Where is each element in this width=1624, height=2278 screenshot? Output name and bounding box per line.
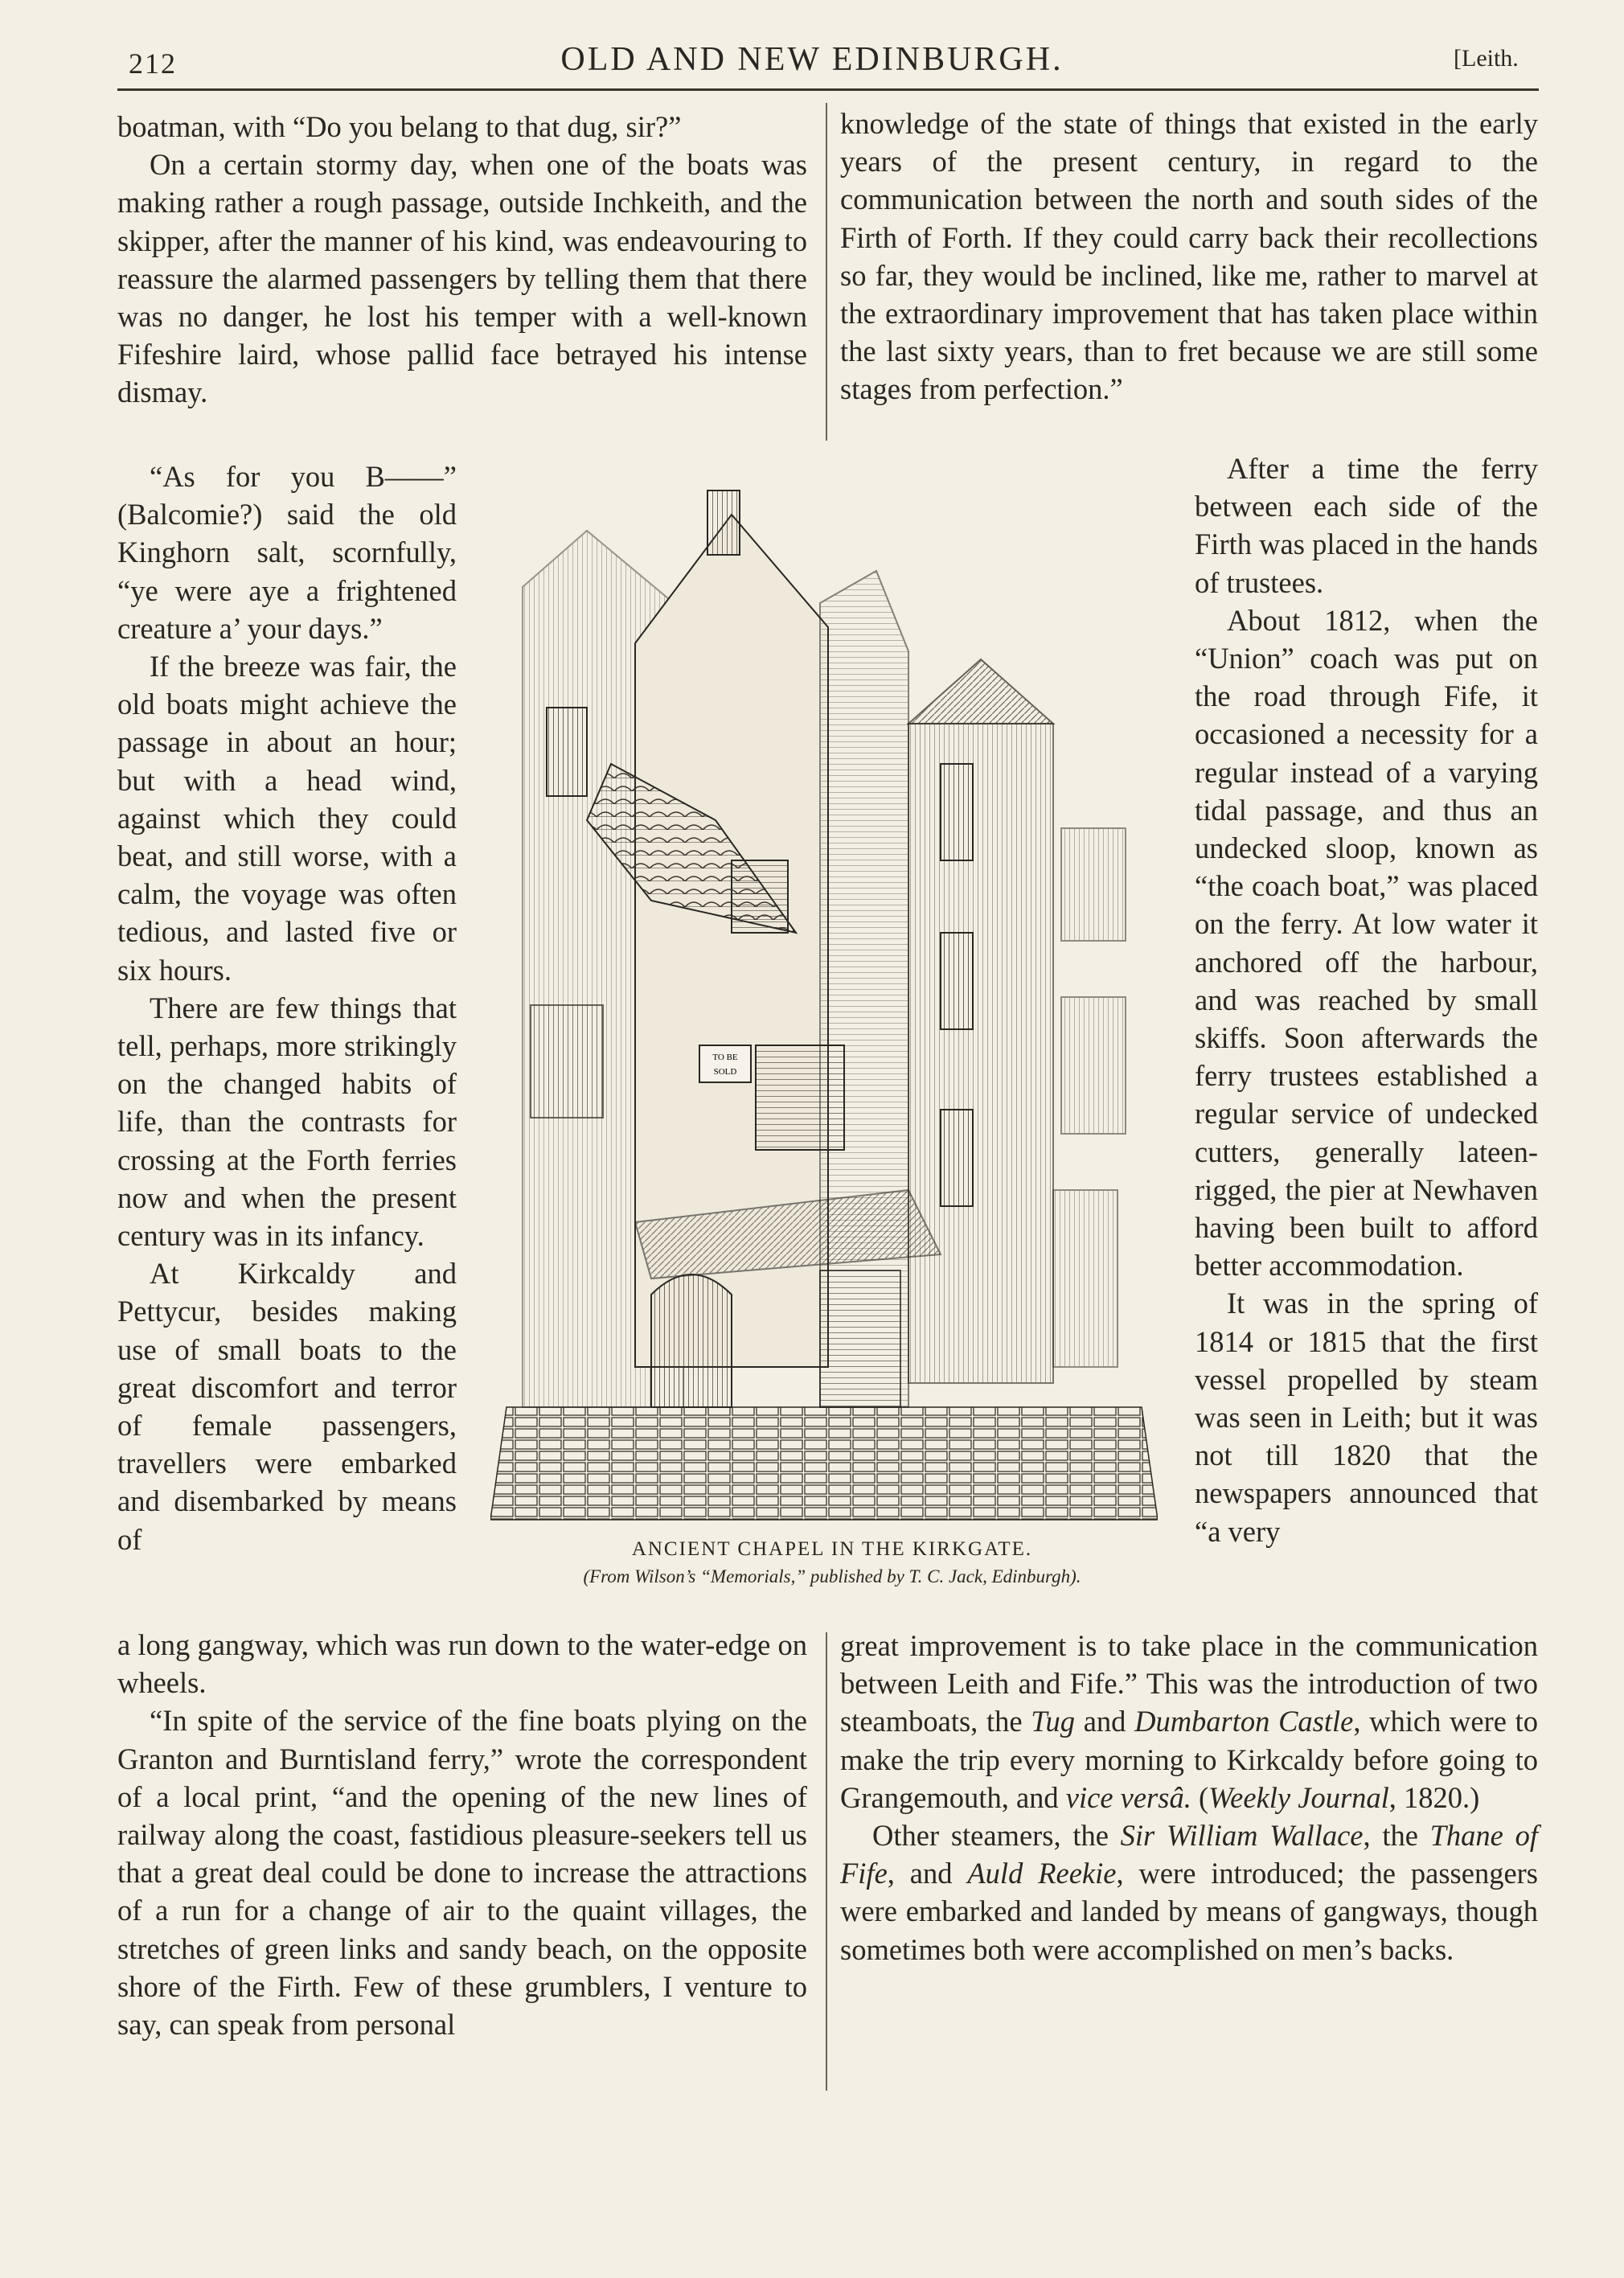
left-column-top [117,108,807,412]
left-column-bottom [117,1626,807,2043]
text-run: great improvement is to take place in the communication between Leith and Fife.” This was the introduction of two steamboats, the [840,1629,1538,1738]
right-column-top [840,105,1538,408]
ship-name: Sir William Wallace [1120,1819,1364,1853]
latin-phrase: vice versâ. [1065,1780,1191,1814]
text-run: , were introduced; the passengers were embarked and landed by means of gangways, though sometimes both were accomplished on men’s backs. [840,1857,1539,1966]
illustration-credit: (From Wilson’s “Memorials,” published by T. C. Jack, Edinburgh). [583,1566,1081,1586]
paragraph [840,1816,1538,1968]
sign-text-line1: TO BE [712,1053,738,1062]
paragraph: If the breeze was fair, the old boats might achieve the passage in about an hour; but with a head wind, against which they could beat, and still worse, with a calm, the voyage was often tedious, and lasted five or six hours. [117,650,457,987]
illustration-caption: ANCIENT CHAPEL IN THE KIRKGATE. [631,1538,1033,1560]
paragraph: “In spite of the service of the fine boats plying on the Granton and Burntisland ferry,” wrote the correspondent of a local print, “and the opening of the new lines of railway along the coast, fastidious pleasure-seekers tell us that a great deal could be done to increase the attractions of a run for a change of air to the quaint villages, the stretches of green links and sandy beach, on the opposite shore of the Firth. Few of these grumblers, I venture to say, can speak from personal [117,1704,807,2042]
chapel-building [490,490,1158,1520]
text-run: ( [1191,1780,1209,1814]
engraving-ancient-chapel [490,482,1158,1528]
ship-name: Thane of Fife [840,1819,1538,1890]
paragraph: On a certain stormy day, when one of the boats was making rather a rough passage, outside Inchkeith, and the skipper, after the manner of his kind, was endeavouring to reassure the alarmed passengers by telling them that there was no danger, he lost his temper with a well-known Fifeshire laird, whose pallid face betrayed his intense dismay. [117,148,807,409]
running-title: OLD AND NEW EDINBURGH. [560,41,1064,78]
ship-name: Dumbarton Castle [1134,1705,1354,1738]
page-number: 212 [129,47,177,80]
text-run: , the [1363,1819,1430,1853]
text-run: , and [887,1857,968,1890]
paragraph [840,1627,1538,1816]
right-column-bottom [840,1627,1538,1968]
paragraph: knowledge of the state of things that existed in the early years of the present century, in regard to the communication between the north and south sides of the Firth of Forth. If they could carry back their recollections so far, they would be inclined, like me, rather to marvel at the extraordinary improvement that has taken place within the last sixty years, than to fret because we are still some stages from perfection.” [840,107,1538,406]
paragraph: boatman, with “Do you belang to that dug, sir?” [117,110,682,143]
column-divider-bottom [826,1632,827,2091]
text-run: Other steamers, the [872,1819,1121,1853]
source-title: Weekly Journal [1208,1780,1389,1814]
section-label: [Leith. [1454,45,1519,72]
column-divider-top [826,103,827,441]
header-rule [117,88,1539,91]
paragraph: There are few things that tell, perhaps, more strikingly on the changed habits of life, than the contrasts for crossing at the Forth ferries now and when the present century was in its infancy. [117,991,457,1253]
sign-text-line2: SOLD [713,1067,737,1077]
text-run: , 1820.) [1388,1780,1480,1814]
text-run: , which were to make the trip every morning to Kirkcaldy before going to Grangemouth, and [840,1705,1538,1814]
left-column-narrow [117,458,457,1558]
paragraph: At Kirkcaldy and Pettycur, besides making use of small boats to the great discomfort and terror of female passengers, travellers were embarked and disembarked by means of [117,1257,457,1556]
text-run: and [1075,1705,1135,1738]
paragraph: After a time the ferry between each side of the Firth was placed in the hands of trustees. [1195,452,1538,599]
paragraph: About 1812, when the “Union” coach was put on the road through Fife, it occasioned a necessity for a regular instead of a varying tidal passage, and thus an undecked sloop, known as “the coach boat,” was placed on the ferry. At low water it anchored off the harbour, and was reached by small skiffs. Soon afterwards the ferry trustees established a regular service of undecked cutters, generally lateen-rigged, the pier at Newhaven having been built to afford better accommodation. [1195,603,1538,1283]
ship-name: Tug [1031,1705,1076,1738]
right-column-narrow [1195,449,1538,1550]
paragraph: a long gangway, which was run down to the water-edge on wheels. [117,1628,807,1700]
paragraph: It was in the spring of 1814 or 1815 that the first vessel propelled by steam was seen in Leith; but it was not till 1820 that the newspapers announced that “a very [1195,1287,1538,1548]
page-header [0,0,1624,96]
paragraph: “As for you B——” (Balcomie?) said the old Kinghorn salt, scornfully, “ye were aye a frightened creature a’ your days.” [117,460,457,645]
ship-name: Auld Reekie [967,1857,1117,1890]
